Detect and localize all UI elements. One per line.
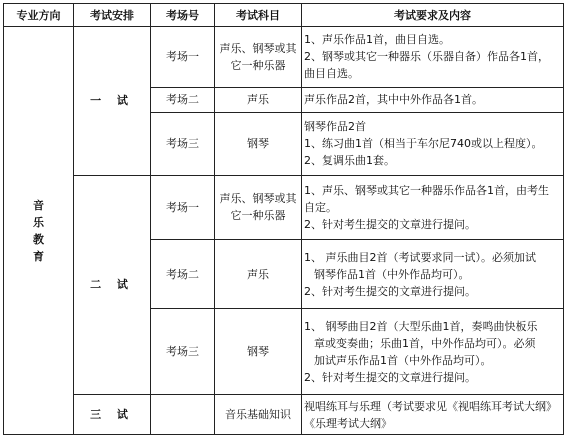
- requirement-cell: [302, 112, 564, 175]
- subject-line: 声乐、钢琴或其: [219, 192, 297, 206]
- requirement-line: 1、练习曲1首（相当于车尔尼740或以上程度）。: [304, 137, 543, 151]
- room-cell: 考场一: [151, 175, 215, 240]
- subject-line: 声乐、钢琴或其: [219, 41, 297, 55]
- requirement-line: 1、 钢琴曲目2首（大型乐曲1首，奏鸣曲快板乐: [304, 319, 538, 333]
- major-char: 音: [33, 198, 44, 212]
- requirement-line: 1、声乐作品1首，曲目自选。: [304, 33, 450, 47]
- major-cell: [4, 27, 74, 435]
- subject-line: 它一种乐器: [230, 58, 286, 72]
- round-two-cell: 二 试: [74, 175, 151, 395]
- requirement-line: 曲目自选。: [304, 67, 359, 81]
- exam-schedule-table: [3, 3, 564, 435]
- table-row: [4, 27, 564, 88]
- subject-cell: [215, 112, 302, 175]
- requirement-line: 《乐理考试大纲》: [304, 416, 392, 430]
- requirement-line: 钢琴作品1首（中外作品均可）。: [314, 267, 470, 281]
- major-char: 育: [33, 249, 44, 263]
- requirement-cell: [302, 309, 564, 395]
- requirement-cell: [302, 175, 564, 240]
- room-cell-empty: [151, 395, 215, 435]
- requirement-line: 声乐作品2首，其中中外作品各1首。: [304, 93, 483, 107]
- room-cell: 考场二: [151, 240, 215, 309]
- header-subject: 考试科目: [215, 4, 302, 27]
- subject-cell: 音乐基础知识: [215, 395, 302, 435]
- requirement-cell: [302, 395, 564, 435]
- requirement-cell: [302, 87, 564, 112]
- header-major: 专业方向: [4, 4, 74, 27]
- subject-line: 它一种乐器: [230, 209, 286, 223]
- header-round: 考试安排: [74, 4, 151, 27]
- requirement-line: 1、声乐、钢琴或其它一种器乐作品各1首，由考生: [304, 183, 549, 197]
- header-room: 考场号: [151, 4, 215, 27]
- header-row: [4, 4, 564, 27]
- subject-cell: [215, 309, 302, 395]
- room-cell: 考场二: [151, 87, 215, 112]
- requirement-line: 2、针对考生提交的文章进行提问。: [304, 284, 476, 298]
- subject-line: 钢琴: [247, 137, 269, 151]
- requirement-line: 钢琴作品2首: [304, 120, 366, 134]
- room-cell: 考场三: [151, 112, 215, 175]
- major-char: 乐: [33, 215, 44, 229]
- major-char: 教: [33, 232, 44, 246]
- subject-cell: [215, 175, 302, 240]
- subject-line: 声乐: [247, 93, 269, 107]
- table-row: [4, 175, 564, 240]
- subject-cell: [215, 27, 302, 88]
- round-three-cell: 三 试: [74, 395, 151, 435]
- room-cell: 考场三: [151, 309, 215, 395]
- requirement-line: 2、针对考生提交的文章进行提问。: [304, 217, 476, 231]
- subject-cell: [215, 240, 302, 309]
- requirement-line: 2、复调乐曲1套。: [304, 154, 395, 168]
- requirement-line: 加试声乐作品1首（中外作品均可）。: [314, 353, 492, 367]
- subject-line: 钢琴: [247, 345, 269, 359]
- subject-cell: [215, 87, 302, 112]
- requirement-line: 自定。: [304, 200, 337, 214]
- requirement-cell: [302, 240, 564, 309]
- header-requirements: 考试要求及内容: [302, 4, 564, 27]
- requirement-line: 2、钢琴或其它一种器乐（乐器自备）作品各1首，: [304, 50, 549, 64]
- subject-line: 声乐: [247, 267, 269, 281]
- room-cell: 考场一: [151, 27, 215, 88]
- requirement-line: 视唱练耳与乐理（考试要求见《视唱练耳考试大纲》: [304, 399, 557, 413]
- requirement-line: 1、 声乐曲目2首（考试要求同一试）。必须加试: [304, 250, 536, 264]
- requirement-line: 章或变奏曲；乐曲1首，中外作品均可）。必须: [314, 336, 536, 350]
- requirement-line: 2、针对考生提交的文章进行提问。: [304, 370, 476, 384]
- table-row: [4, 395, 564, 435]
- round-one-cell: 一 试: [74, 27, 151, 176]
- requirement-cell: [302, 27, 564, 88]
